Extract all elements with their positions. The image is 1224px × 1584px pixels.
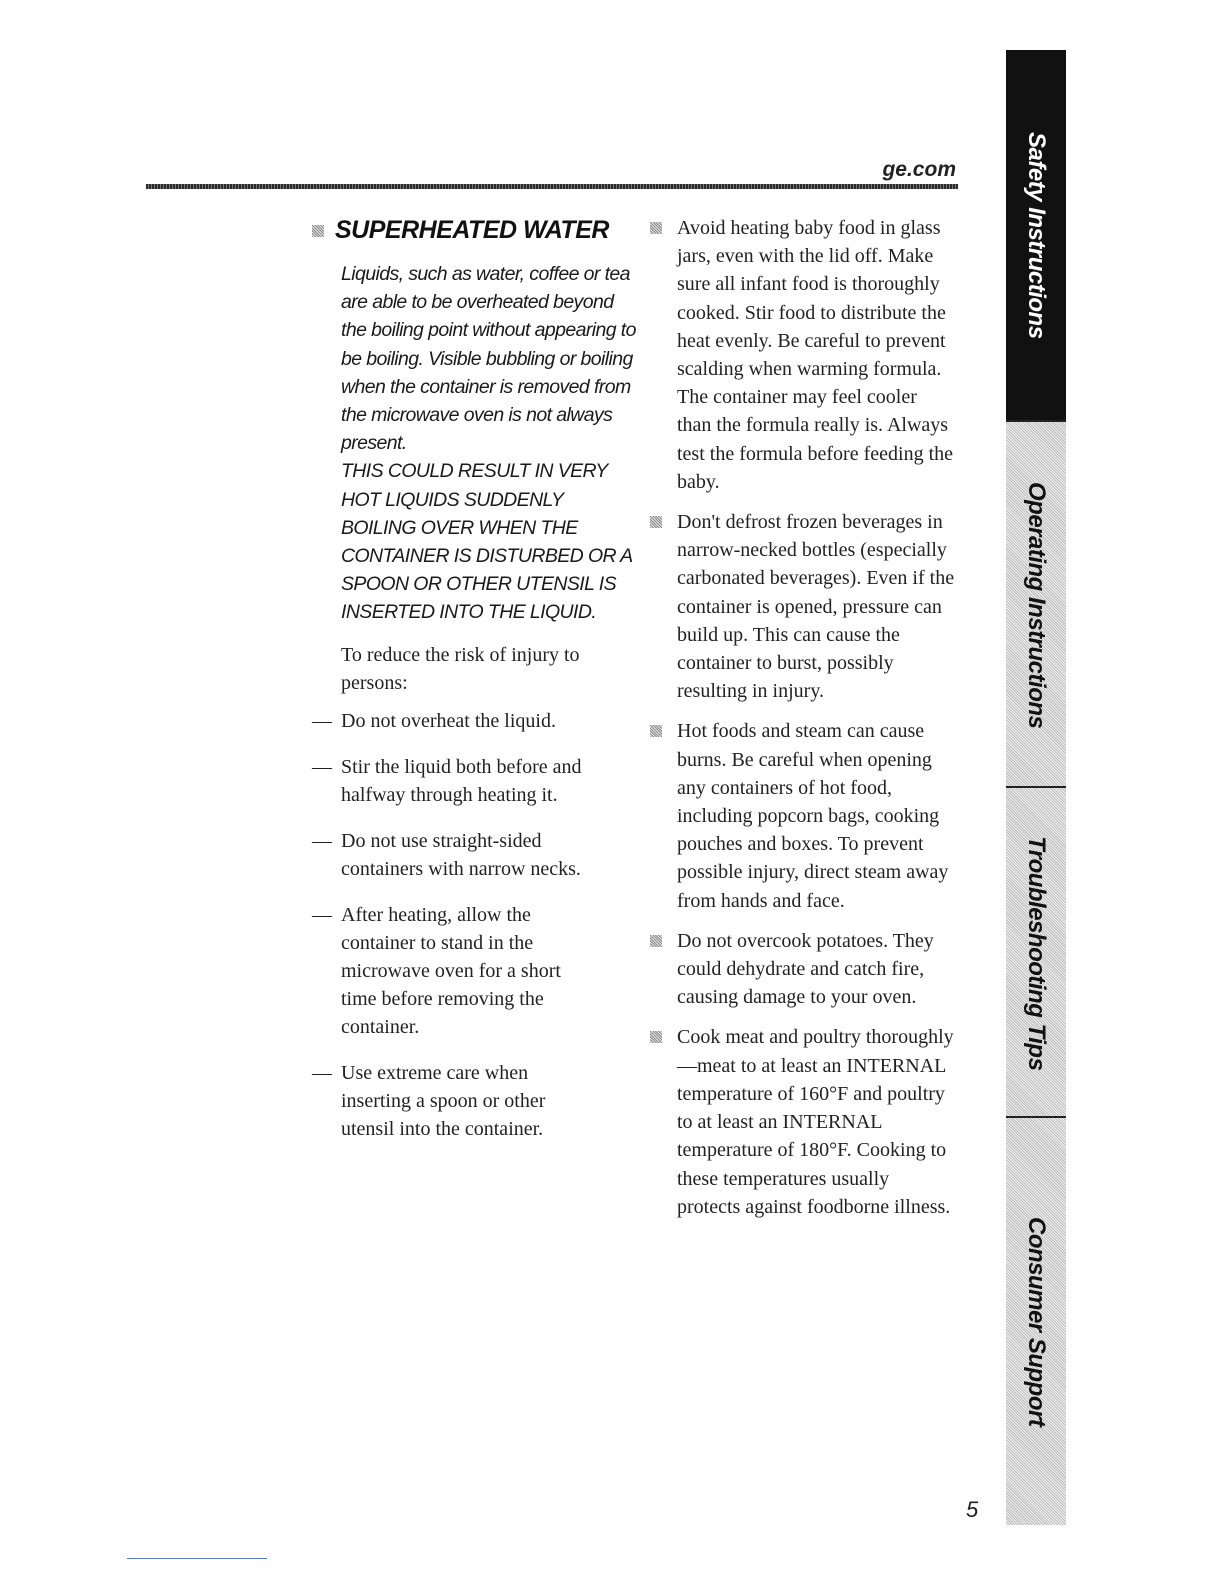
bullet-square-icon bbox=[650, 725, 662, 737]
dash-marker: — bbox=[312, 903, 332, 926]
tab-troubleshooting-tips[interactable]: Troubleshooting Tips bbox=[1006, 786, 1066, 1118]
header-rule bbox=[146, 184, 958, 189]
footer-rule bbox=[127, 1558, 267, 1559]
safety-bullet-list bbox=[650, 214, 970, 1221]
list-item: Do not overcook potatoes. They could dehydrate and catch fire, causing damage to your oven. bbox=[650, 927, 955, 1012]
page-number: 5 bbox=[966, 1497, 979, 1522]
dash-marker: — bbox=[312, 755, 332, 778]
dash-marker: — bbox=[312, 829, 332, 852]
right-column bbox=[650, 214, 970, 1233]
tab-consumer-support[interactable]: Consumer Support bbox=[1006, 1116, 1066, 1525]
left-column bbox=[312, 210, 636, 1161]
tab-operating-instructions[interactable]: Operating Instructions bbox=[1006, 420, 1066, 788]
list-item: Cook meat and poultry thoroughly—meat to at least an INTERNAL temperature of 160°F and poultry to at least an INTERNAL temperature of 180°F. Cooking to these temperatures usually protects against foodborne illness. bbox=[650, 1023, 955, 1220]
list-item: — Do not overheat the liquid. bbox=[312, 707, 596, 735]
warning-paragraph: THIS COULD RESULT IN VERY HOT LIQUIDS SUDDENLY BOILING OVER WHEN THE CONTAINER IS DISTURBED OR A SPOON OR OTHER UTENSIL IS INSERTED INTO THE LIQUID. bbox=[341, 460, 632, 624]
bullet-square-icon bbox=[312, 225, 324, 237]
bullet-square-icon bbox=[650, 516, 662, 528]
reduce-risk-text: To reduce the risk of injury to persons: bbox=[341, 643, 580, 694]
tab-safety-instructions[interactable]: Safety Instructions bbox=[1006, 50, 1066, 420]
bullet-square-icon bbox=[650, 935, 662, 947]
bullet-square-icon bbox=[650, 1031, 662, 1043]
list-item: — Do not use straight-sided containers with narrow necks. bbox=[312, 827, 596, 883]
list-item: Don't defrost frozen beverages in narrow-necked bottles (especially carbonated beverages). Even if the container is opened, pressure can build up. This can cause the container to burst, possibly resulting in injury. bbox=[650, 508, 955, 705]
dash-marker: — bbox=[312, 1061, 332, 1084]
site-url: ge.com bbox=[882, 158, 956, 181]
list-item: — After heating, allow the container to stand in the microwave oven for a short time before removing the container. bbox=[312, 901, 596, 1041]
list-item: Hot foods and steam can cause burns. Be careful when opening any containers of hot food, including popcorn bags, cooking pouches and boxes. To prevent possible injury, direct steam away from hands and face. bbox=[650, 717, 955, 914]
bullet-square-icon bbox=[650, 222, 662, 234]
section-tabs bbox=[1006, 50, 1066, 1523]
precaution-list bbox=[312, 707, 612, 1143]
list-item: Avoid heating baby food in glass jars, even with the lid off. Make sure all infant food is thoroughly cooked. Stir food to distribute the heat evenly. Be careful to prevent scalding when warming formula. The container may feel cooler than the formula really is. Always test the formula before feeding the baby. bbox=[650, 214, 955, 496]
list-item: — Stir the liquid both before and halfway through heating it. bbox=[312, 753, 596, 809]
section-heading-text: SUPERHEATED WATER bbox=[335, 216, 609, 244]
section-heading bbox=[312, 210, 632, 250]
list-item: — Use extreme care when inserting a spoon or other utensil into the container. bbox=[312, 1059, 596, 1143]
dash-marker: — bbox=[312, 709, 332, 732]
intro-paragraph: Liquids, such as water, coffee or tea are able to be overheated beyond the boiling point without appearing to be boiling. Visible bubbling or boiling when the container is removed from the microwave oven is not always present. bbox=[341, 263, 636, 455]
